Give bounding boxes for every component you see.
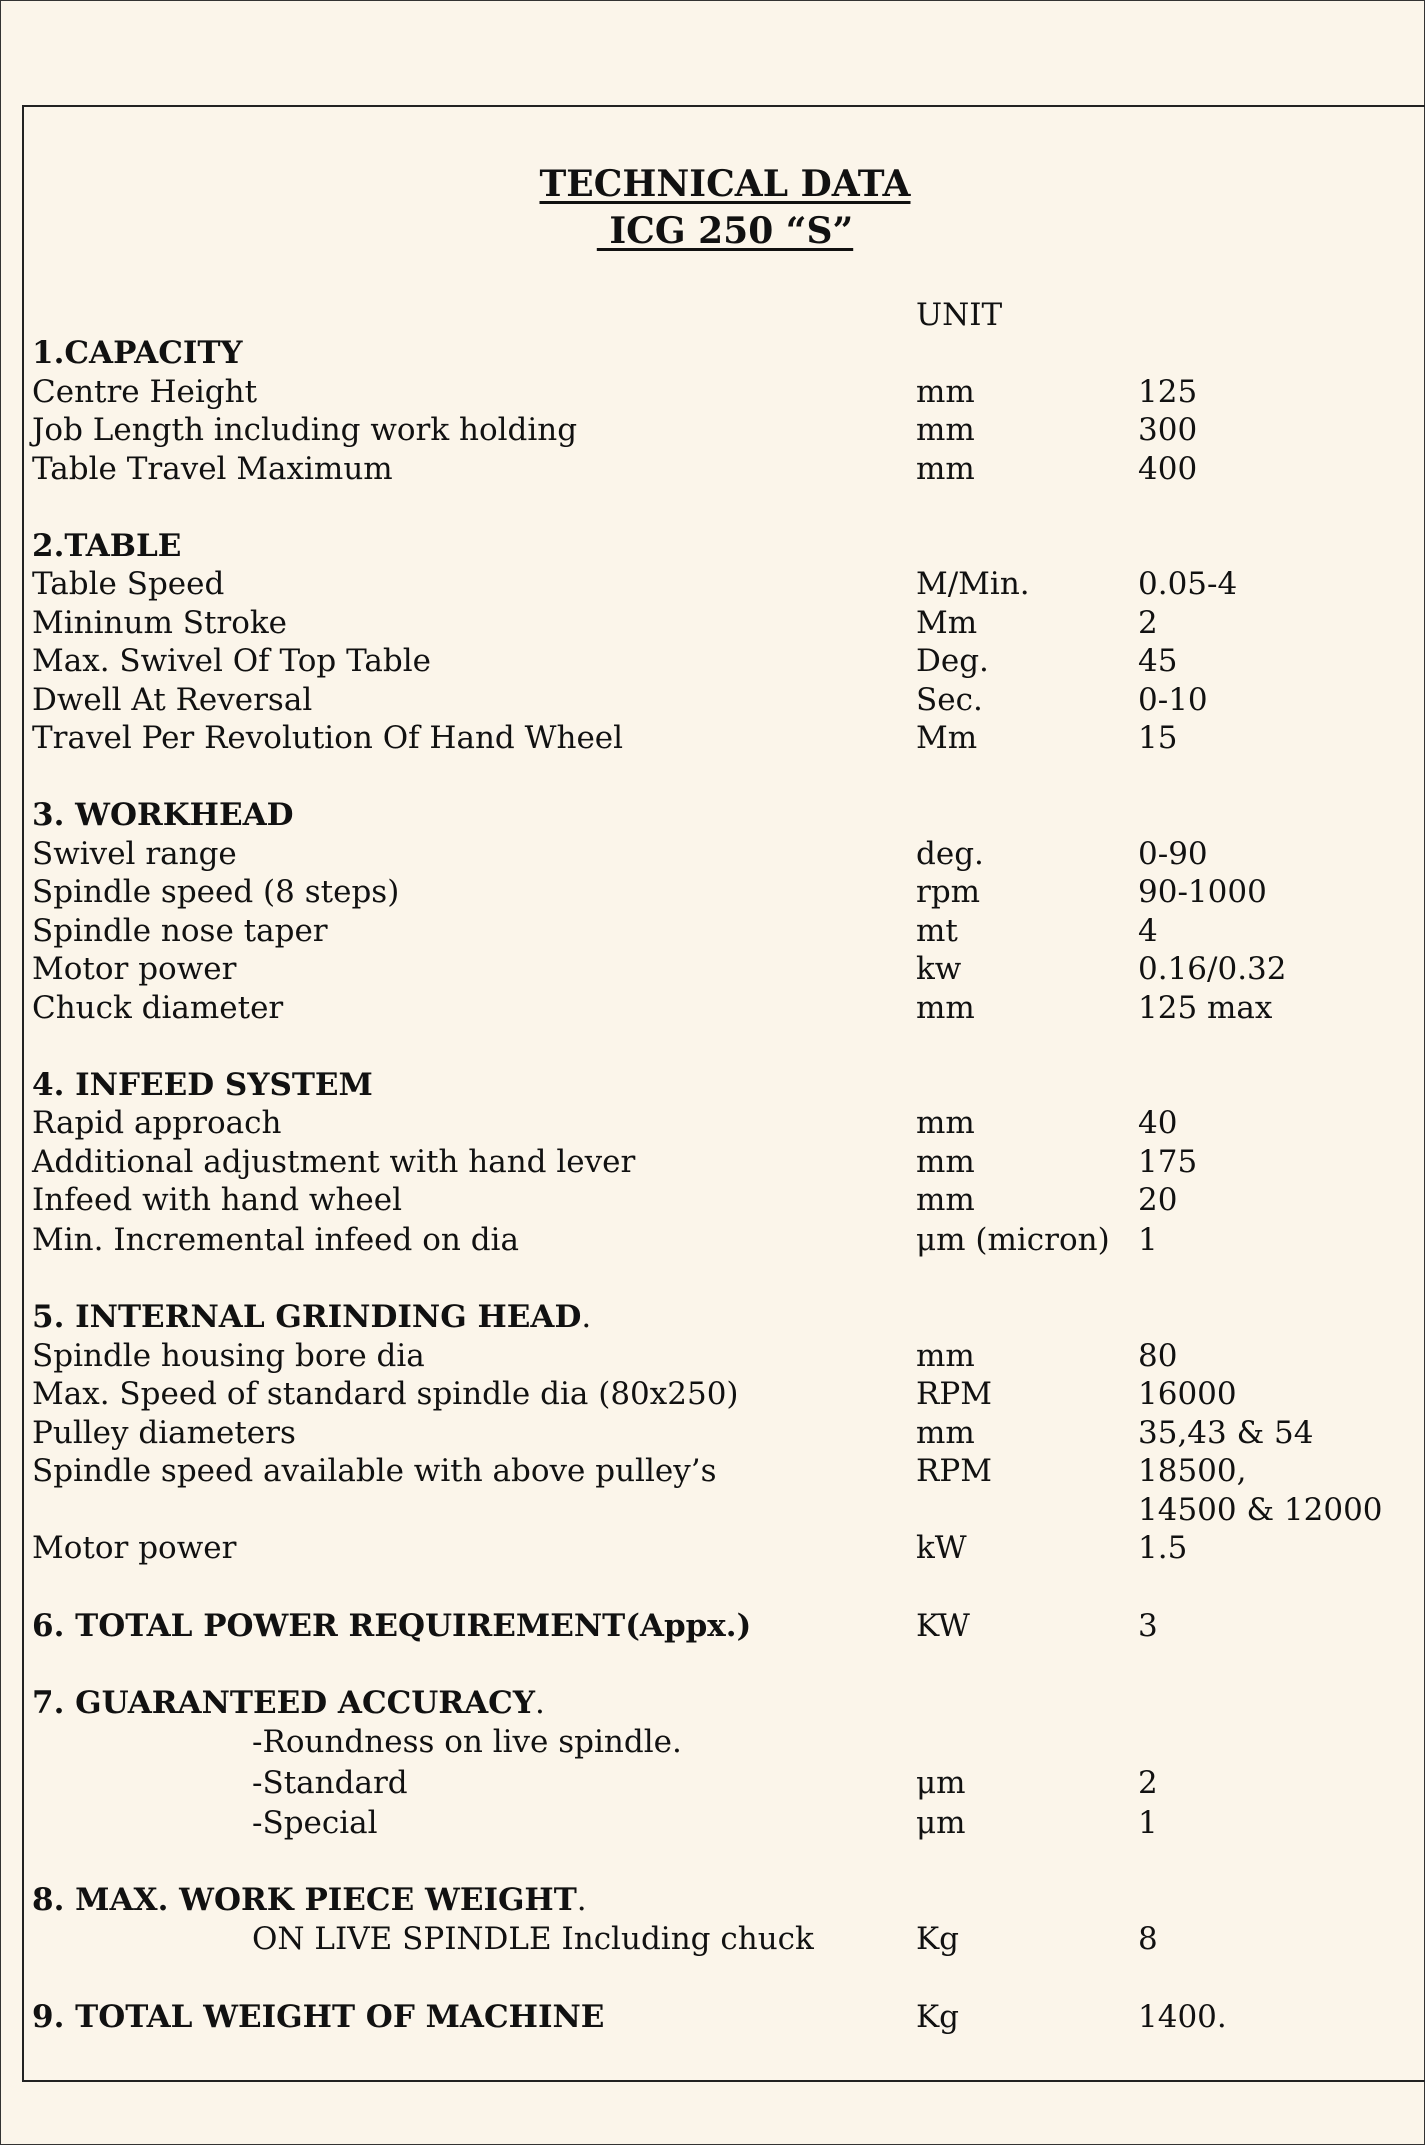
label-text: Pulley diameters — [32, 1415, 296, 1451]
label-text: 6. TOTAL POWER REQUIREMENT(Appx.) — [32, 1608, 752, 1644]
section-heading-row — [0, 1998, 1425, 2036]
spec-unit: Kg — [916, 1921, 960, 1957]
spec-value: 35,43 & 54 — [1138, 1415, 1314, 1451]
spec-unit: Sec. — [916, 682, 983, 718]
spec-row — [0, 1104, 1425, 1142]
spec-unit: mm — [916, 374, 975, 410]
spec-value: 1 — [1138, 1805, 1158, 1841]
label-text: 8. MAX. WORK PIECE WEIGHT — [32, 1882, 577, 1918]
label-text: Motor power — [32, 951, 237, 987]
spec-value: 400 — [1138, 451, 1198, 487]
spec-unit: rpm — [916, 874, 981, 910]
spec-unit: mm — [916, 451, 975, 487]
heading-trailing-period: . — [534, 1685, 545, 1721]
section-heading-row — [0, 334, 1425, 372]
spec-row — [0, 1529, 1425, 1567]
spec-row — [0, 1452, 1425, 1490]
section-heading-row — [0, 1298, 1425, 1336]
spec-label — [32, 450, 393, 488]
section-heading-row — [0, 1607, 1425, 1645]
label-text: Max. Swivel Of Top Table — [32, 643, 431, 679]
spec-unit: Kg — [916, 1999, 960, 2035]
spec-label — [252, 1764, 408, 1802]
spec-row — [0, 873, 1425, 911]
spec-row — [0, 642, 1425, 680]
document-title: TECHNICAL DATA — [539, 163, 911, 205]
spec-value: 1 — [1138, 1222, 1158, 1258]
label-text: Table Travel Maximum — [32, 451, 393, 487]
label-text: ON LIVE SPINDLE Including chuck — [252, 1921, 814, 1957]
label-text: Centre Height — [32, 374, 258, 410]
label-text: Dwell At Reversal — [32, 682, 313, 718]
spec-value: 0-10 — [1138, 682, 1208, 718]
model-title: ICG 250 “S” — [596, 210, 854, 252]
heading-trailing-period: . — [576, 1882, 587, 1918]
spec-unit: mm — [916, 412, 975, 448]
spec-unit: mm — [916, 1415, 975, 1451]
spec-row — [0, 1804, 1425, 1842]
spec-value: 40 — [1138, 1105, 1178, 1141]
section-heading — [32, 1684, 545, 1722]
spec-label — [32, 873, 399, 911]
section-heading — [32, 1881, 587, 1919]
spec-value: 1400. — [1138, 1999, 1227, 2035]
spec-row — [0, 1723, 1425, 1761]
spec-row — [0, 1375, 1425, 1413]
section-heading — [32, 1298, 591, 1336]
section-heading — [32, 334, 243, 372]
spec-label — [32, 642, 431, 680]
spec-label — [32, 719, 623, 757]
spec-row — [0, 950, 1425, 988]
label-text: 2.TABLE — [32, 528, 182, 564]
spec-row — [0, 681, 1425, 719]
spec-value: 125 max — [1138, 990, 1273, 1026]
spec-unit: Mm — [916, 720, 978, 756]
spec-value: 20 — [1138, 1182, 1178, 1218]
label-text: Spindle nose taper — [32, 913, 328, 949]
spec-value: 2 — [1138, 1765, 1158, 1801]
label-text: Motor power — [32, 1530, 237, 1566]
spec-label — [252, 1723, 682, 1761]
spec-label — [252, 1804, 378, 1842]
spec-row — [0, 1764, 1425, 1802]
section-heading — [32, 1066, 373, 1104]
spec-unit: kw — [916, 951, 962, 987]
label-text: -Special — [252, 1805, 378, 1841]
label-text: Infeed with hand wheel — [32, 1182, 403, 1218]
label-text: Mininum Stroke — [32, 605, 288, 641]
spec-value: 16000 — [1138, 1376, 1237, 1412]
label-text: Table Speed — [32, 566, 225, 602]
spec-row — [0, 565, 1425, 603]
spec-row — [0, 411, 1425, 449]
spec-label — [32, 411, 577, 449]
section-heading-row — [0, 1066, 1425, 1104]
label-text: Spindle speed available with above pulley’s — [32, 1453, 717, 1489]
section-heading-row — [0, 1881, 1425, 1919]
spec-unit: μm — [916, 1805, 966, 1841]
spec-row — [0, 1143, 1425, 1181]
label-text: Max. Speed of standard spindle dia (80x250) — [32, 1376, 739, 1412]
spec-value: 18500, — [1138, 1453, 1247, 1489]
spec-label — [32, 912, 328, 950]
spec-label — [32, 1414, 296, 1452]
spec-value: 175 — [1138, 1144, 1198, 1180]
spec-unit: RPM — [916, 1376, 992, 1412]
spec-unit: μm (micron) — [916, 1222, 1110, 1258]
spec-label — [32, 1529, 236, 1567]
label-text: Swivel range — [32, 836, 237, 872]
spec-unit: M/Min. — [916, 566, 1030, 602]
spec-unit: Deg. — [916, 643, 989, 679]
spec-value: 0-90 — [1138, 836, 1208, 872]
spec-value: 80 — [1138, 1338, 1178, 1374]
spec-label — [32, 373, 257, 411]
spec-unit: mt — [916, 913, 958, 949]
spec-label — [32, 1337, 425, 1375]
spec-row — [0, 719, 1425, 757]
label-text: 9. TOTAL WEIGHT OF MACHINE — [32, 1999, 605, 2035]
spec-value: 0.16/0.32 — [1138, 951, 1287, 987]
spec-row — [0, 989, 1425, 1027]
spec-unit: Mm — [916, 605, 978, 641]
label-text: Chuck diameter — [32, 990, 284, 1026]
label-text: Spindle speed (8 steps) — [32, 874, 400, 910]
label-text: -Roundness on live spindle. — [252, 1724, 682, 1760]
spec-row — [0, 1920, 1425, 1958]
label-text: Rapid approach — [32, 1105, 282, 1141]
label-text: -Standard — [252, 1765, 408, 1801]
section-heading — [32, 1607, 751, 1645]
spec-label — [32, 950, 236, 988]
spec-value: 125 — [1138, 374, 1198, 410]
spec-unit: μm — [916, 1765, 966, 1801]
section-heading — [32, 527, 181, 565]
spec-label — [252, 1920, 814, 1958]
spec-label — [32, 1452, 717, 1490]
spec-label — [32, 989, 283, 1027]
label-text: Travel Per Revolution Of Hand Wheel — [32, 720, 624, 756]
spec-unit: mm — [916, 1182, 975, 1218]
spec-unit: mm — [916, 1144, 975, 1180]
spec-row — [0, 373, 1425, 411]
spec-row — [0, 604, 1425, 642]
spec-label — [32, 835, 237, 873]
spec-label — [32, 565, 224, 603]
label-text: 1.CAPACITY — [32, 335, 243, 371]
spec-unit: deg. — [916, 836, 984, 872]
spec-value: 300 — [1138, 412, 1198, 448]
spec-value: 15 — [1138, 720, 1178, 756]
label-text: 3. WORKHEAD — [32, 797, 294, 833]
spec-value: 90-1000 — [1138, 874, 1267, 910]
spec-row — [0, 1181, 1425, 1219]
label-text: 7. GUARANTEED ACCURACY — [32, 1685, 535, 1721]
spec-unit: RPM — [916, 1453, 992, 1489]
spec-unit: KW — [916, 1608, 970, 1644]
spec-label — [32, 1143, 635, 1181]
spec-row — [0, 1491, 1425, 1529]
spec-row — [0, 1414, 1425, 1452]
spec-row — [0, 835, 1425, 873]
label-text: Job Length including work holding — [32, 412, 578, 448]
spec-value: 14500 & 12000 — [1138, 1492, 1383, 1528]
spec-label — [32, 1181, 402, 1219]
spec-row — [0, 912, 1425, 950]
spec-unit: kW — [916, 1530, 967, 1566]
label-text: Min. Incremental infeed on dia — [32, 1222, 519, 1258]
spec-row — [0, 450, 1425, 488]
section-heading-row — [0, 527, 1425, 565]
spec-label — [32, 681, 312, 719]
heading-trailing-period: . — [581, 1299, 592, 1335]
spec-unit: mm — [916, 990, 975, 1026]
spec-value: 8 — [1138, 1921, 1158, 1957]
spec-label — [32, 604, 287, 642]
section-heading-row — [0, 1684, 1425, 1722]
section-heading-row — [0, 796, 1425, 834]
spec-value: 4 — [1138, 913, 1158, 949]
spec-value: 3 — [1138, 1608, 1158, 1644]
section-heading — [32, 1998, 604, 2036]
label-text: Spindle housing bore dia — [32, 1338, 425, 1374]
spec-row — [0, 1337, 1425, 1375]
spec-row — [0, 1221, 1425, 1259]
label-text: Additional adjustment with hand lever — [32, 1144, 636, 1180]
spec-unit: mm — [916, 1338, 975, 1374]
label-text: 4. INFEED SYSTEM — [32, 1067, 373, 1103]
spec-value: 0.05-4 — [1138, 566, 1238, 602]
spec-label — [32, 1104, 281, 1142]
spec-unit: mm — [916, 1105, 975, 1141]
unit-column-header-row — [0, 296, 1425, 334]
unit-column-header: UNIT — [916, 297, 1003, 333]
section-heading — [32, 796, 294, 834]
spec-value: 1.5 — [1138, 1530, 1188, 1566]
spec-label — [32, 1375, 739, 1413]
label-text: 5. INTERNAL GRINDING HEAD — [32, 1299, 582, 1335]
spec-value: 2 — [1138, 605, 1158, 641]
spec-value: 45 — [1138, 643, 1178, 679]
spec-label — [32, 1221, 519, 1259]
